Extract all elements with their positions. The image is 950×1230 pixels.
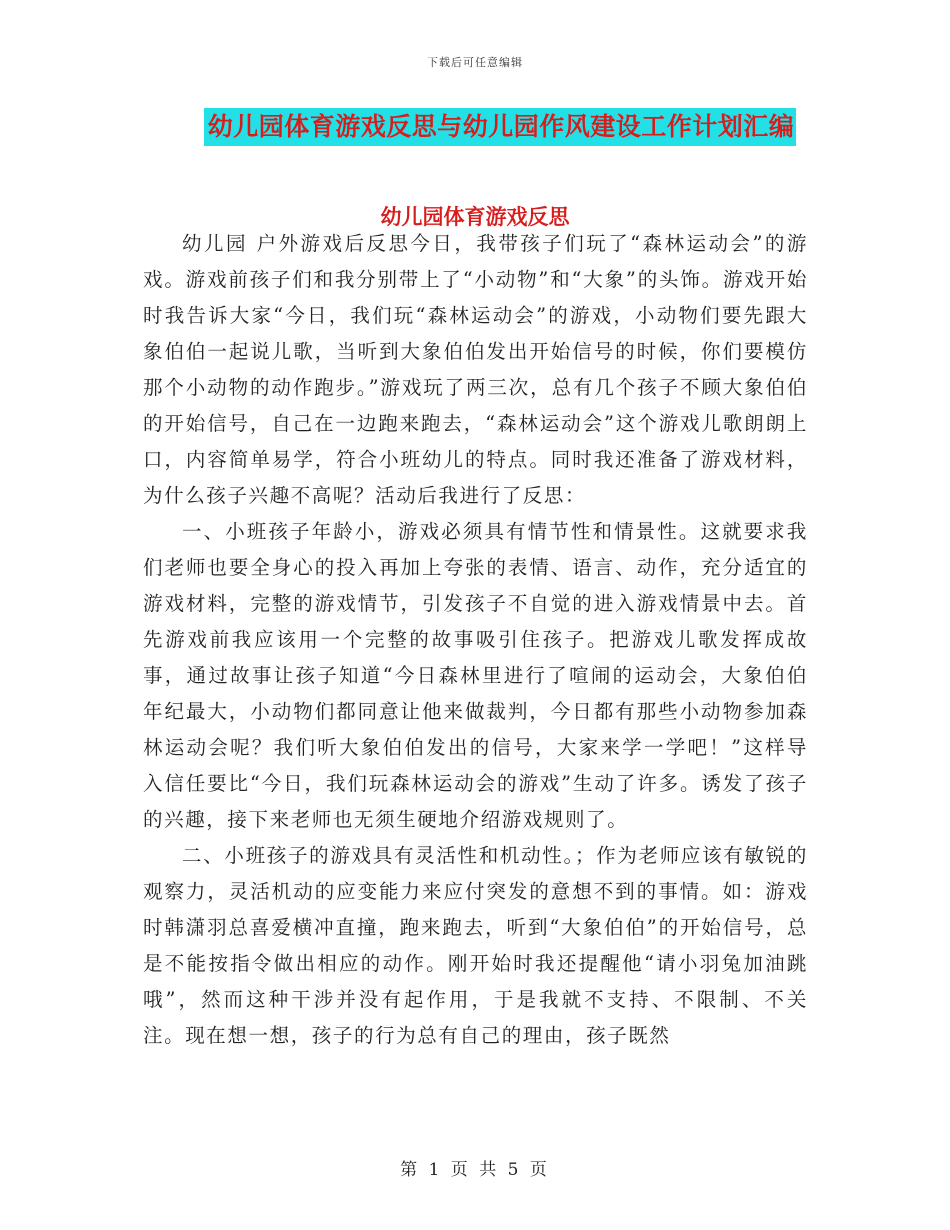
main-title-container [0, 108, 950, 146]
paragraph-intro: 幼儿园 户外游戏后反思今日，我带孩子们玩了“森林运动会”的游戏。游戏前孩子们和我分别带上了“小动物”和“大象”的头饰。游戏开始时我告诉大家“今日，我们玩“森林运动会”的游戏，小动物们要先跟大象伯伯一起说儿歌，当听到大象伯伯发出开始信号的时候，你们要模仿那个小动物的动作跑步。”游戏玩了两三次，总有几个孩子不顾大象伯伯的开始信号，自己在一边跑来跑去，“森林运动会”这个游戏儿歌朗朗上口，内容简单易学，符合小班幼儿的特点。同时我还准备了游戏材料，为什么孩子兴趣不高呢？活动后我进行了反思： [143, 232, 808, 507]
page-number-footer: 第 1 页 共 5 页 [400, 1160, 550, 1180]
header-note: 下载后可任意编辑 [427, 56, 523, 69]
paragraph-point-two: 二、小班孩子的游戏具有灵活性和机动性。；作为老师应该有敏锐的观察力，灵活机动的应变能力来应付突发的意想不到的事情。如：游戏时韩潇羽总喜爱横冲直撞，跑来跑去，听到“大象伯伯”的开始信号，总是不能按指令做出相应的动作。刚开始时我还提醒他“请小羽兔加油跳哦”，然而这种干涉并没有起作用，于是我就不支持、不限制、不关注。现在想一想，孩子的行为总有自己的理由，孩子既然 [143, 844, 808, 1047]
main-title: 幼儿园体育游戏反思与幼儿园作风建设工作计划汇编 [204, 108, 797, 146]
paragraph-point-one: 一、小班孩子年龄小，游戏必须具有情节性和情景性。这就要求我们老师也要全身心的投入再加上夸张的表情、语言、动作，充分适宜的游戏材料，完整的游戏情节，引发孩子不自觉的进入游戏情景中去。首先游戏前我应该用一个完整的故事吸引住孩子。把游戏儿歌发挥成故事，通过故事让孩子知道“今日森林里进行了喧闹的运动会，大象伯伯年纪最大，小动物们都同意让他来做裁判，今日都有那些小动物参加森林运动会呢？我们听大象伯伯发出的信号，大家来学一学吧！”这样导入信任要比“今日，我们玩森林运动会的游戏”生动了许多。诱发了孩子的兴趣，接下来老师也无须生硬地介绍游戏规则了。 [143, 520, 808, 831]
section-title: 幼儿园体育游戏反思 [380, 204, 570, 229]
document-body [143, 226, 808, 1054]
